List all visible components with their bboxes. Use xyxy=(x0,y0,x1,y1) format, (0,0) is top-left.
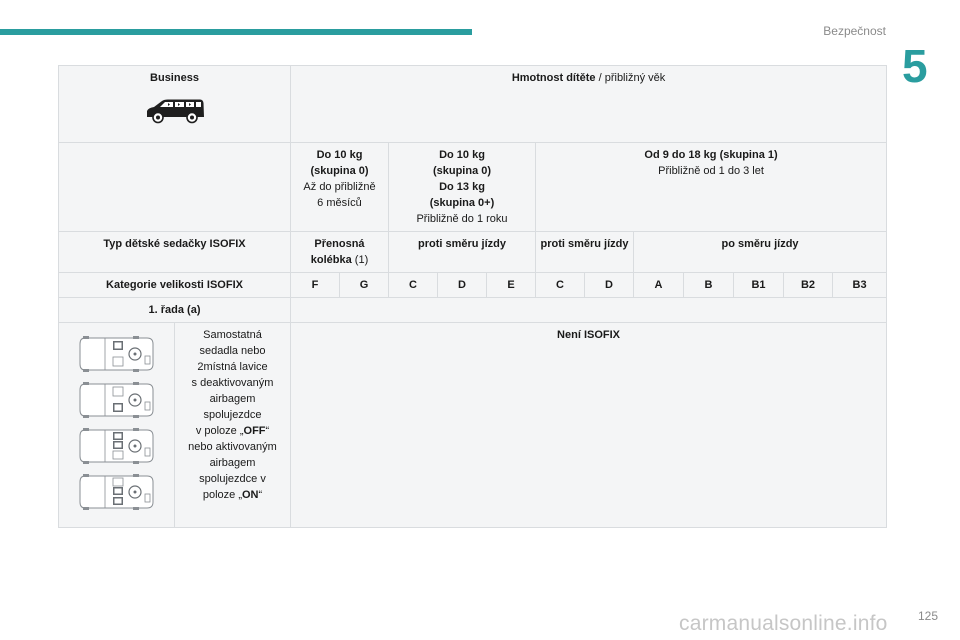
group-age: Až do přibližně xyxy=(303,181,376,193)
group-age: 6 měsíců xyxy=(317,197,362,209)
size-class-cell: C xyxy=(536,273,585,298)
size-class-cell: A xyxy=(634,273,684,298)
seat-plan-icon xyxy=(77,472,157,512)
blank-cell xyxy=(59,143,291,232)
size-class-label: Kategorie velikosti ISOFIX xyxy=(59,273,291,298)
description-line: spolujezdce v xyxy=(199,473,266,485)
description-line: 2místná lavice xyxy=(197,361,268,373)
on-word: ON xyxy=(241,489,259,501)
seat-plan-icon xyxy=(77,380,157,420)
description-off-line xyxy=(179,423,286,439)
size-class-cell: B1 xyxy=(734,273,784,298)
van-side-icon xyxy=(144,98,206,124)
group-age: Přibližně od 1 do 3 let xyxy=(658,165,764,177)
size-class-cell: D xyxy=(438,273,487,298)
off-prefix: v poloze „ xyxy=(195,425,244,437)
description-line: Samostatná xyxy=(203,329,262,341)
seat-plans-cell xyxy=(59,323,175,528)
description-on-line xyxy=(179,487,286,503)
size-class-cell: E xyxy=(487,273,536,298)
page-number: 125 xyxy=(917,609,938,623)
weight-header-bold: Hmotnost dítěte xyxy=(511,72,596,84)
carrycot-cell xyxy=(291,232,389,273)
on-suffix: “ xyxy=(258,489,263,501)
group-label: (skupina 0) xyxy=(432,165,492,177)
on-prefix: poloze „ xyxy=(202,489,242,501)
size-class-cell: F xyxy=(291,273,340,298)
forward-facing-cell: po směru jízdy xyxy=(634,232,887,273)
group-label: Do 10 kg xyxy=(316,149,363,161)
chapter-number: 5 xyxy=(902,40,928,92)
seat-plan-icon xyxy=(77,334,157,374)
vehicle-label: Business xyxy=(150,72,199,84)
carrycot-label: Přenosná kolébka xyxy=(310,238,365,266)
group-0plus-cell xyxy=(389,143,536,232)
description-line: spolujezdce xyxy=(203,409,262,421)
seat-plan-icon xyxy=(77,426,157,466)
vehicle-cell xyxy=(59,66,291,143)
group-1-cell xyxy=(536,143,887,232)
off-suffix: “ xyxy=(265,425,270,437)
section-title: Bezpečnost xyxy=(823,24,886,38)
group-label: Od 9 do 18 kg (skupina 1) xyxy=(644,149,778,161)
group-0-cell xyxy=(291,143,389,232)
group-label: (skupina 0) xyxy=(310,165,369,177)
size-class-cell: B xyxy=(684,273,734,298)
header-accent-bar xyxy=(0,29,472,35)
description-line: sedadla nebo xyxy=(199,345,266,357)
description-line: nebo aktivovaným xyxy=(188,441,277,453)
size-class-cell: B3 xyxy=(833,273,887,298)
isofix-table xyxy=(58,65,887,528)
seat-description-cell xyxy=(175,323,291,528)
group-label: Do 10 kg xyxy=(439,149,485,161)
weight-header-rest: / přibližný věk xyxy=(595,72,666,84)
description-line: airbagem xyxy=(209,393,256,405)
description-line: s deaktivovaným xyxy=(191,377,274,389)
description-line: airbagem xyxy=(209,457,256,469)
group-age: Přibližně do 1 roku xyxy=(416,213,508,225)
rear-facing-cell: proti směru jízdy xyxy=(389,232,536,273)
group-label: Do 13 kg xyxy=(439,181,485,193)
size-class-cell: D xyxy=(585,273,634,298)
row-label-spacer xyxy=(291,298,887,323)
size-class-cell: C xyxy=(389,273,438,298)
not-isofix-cell: Není ISOFIX xyxy=(291,323,887,528)
size-class-cell: B2 xyxy=(784,273,833,298)
seat-type-label: Typ dětské sedačky ISOFIX xyxy=(59,232,291,273)
size-class-cell: G xyxy=(340,273,389,298)
group-label: (skupina 0+) xyxy=(429,197,495,209)
off-word: OFF xyxy=(243,425,266,437)
row-label: 1. řada (a) xyxy=(59,298,291,323)
carrycot-note: (1) xyxy=(351,254,369,266)
weight-header xyxy=(291,66,887,143)
rear-facing-cell: proti směru jízdy xyxy=(536,232,634,273)
watermark: carmanualsonline.info xyxy=(679,612,888,635)
